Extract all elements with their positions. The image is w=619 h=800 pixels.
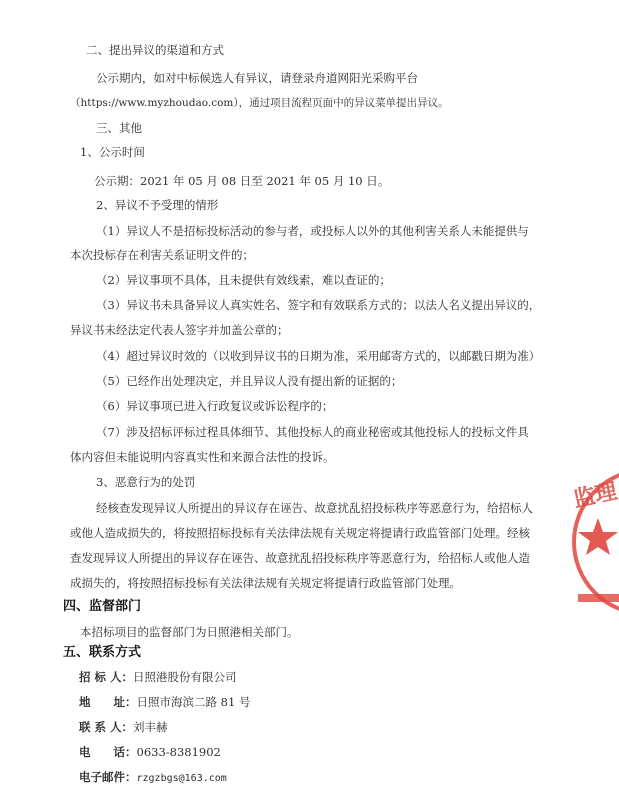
seal-icon	[568, 470, 619, 630]
malicious-paragraph-line-1: 经核查发现异议人所提出的异议存在诬告、故意扰乱招投标秩序等恶意行为，给招标人	[96, 501, 533, 515]
contact-email	[79, 770, 227, 786]
contact-person	[79, 720, 168, 734]
phone-value: 0633-8381902	[136, 745, 221, 759]
email-value: rzgzbgs@163.com	[136, 773, 227, 784]
clause-3-line-2: 异议书未经法定代表人签字并加盖公章的；	[70, 323, 289, 337]
contact-address	[79, 695, 250, 709]
section-2-paragraph-line-2: （https://www.myzhoudao.com），通过项目流程页面中的异议菜单提出异议。	[70, 97, 449, 109]
supervision-text: 本招标项目的监督部门为日照港相关部门。	[80, 625, 299, 639]
clause-2: （2）异议事项不具体，且未提供有效线索，难以查证的；	[96, 273, 391, 287]
section-5-heading: 五、联系方式	[63, 645, 142, 660]
clause-6: （6）异议事项已进入行政复议或诉讼程序的；	[96, 399, 334, 413]
clause-5: （5）已经作出处理决定，并且异议人没有提出新的证据的；	[96, 374, 403, 388]
person-value: 刘丰赫	[133, 720, 168, 734]
subsection-1-title: 1、公示时间	[80, 145, 145, 159]
clause-4: （4）超过异议时效的（以收到异议书的日期为准，采用邮寄方式的，以邮戳日期为准）	[96, 349, 541, 363]
contact-tenderer	[79, 670, 237, 684]
notice-period-text: 公示期：2021 年 05 月 08 日至 2021 年 05 月 10 日。	[94, 174, 390, 188]
malicious-paragraph-line-3: 查发现异议人所提出的异议存在诬告、故意扰乱招投标秩序等恶意行为，给招标人或他人造	[70, 551, 530, 565]
tenderer-label: 招 标 人：	[79, 670, 134, 684]
malicious-paragraph-line-4: 成损失的，将按照招标投标有关法律法规有关规定将提请行政监管部门处理。	[70, 576, 461, 590]
address-label: 地 址：	[79, 695, 137, 709]
email-label: 电子邮件：	[79, 770, 137, 784]
contact-phone	[79, 745, 221, 759]
address-value: 日照市海滨二路 81 号	[136, 695, 251, 709]
official-seal-fragment	[568, 470, 619, 630]
phone-label: 电 话：	[79, 745, 137, 759]
section-2-heading: 二、提出异议的渠道和方式	[86, 43, 224, 57]
clause-1-line-2: 本次投标存在利害关系证明文件的；	[70, 248, 254, 262]
section-2-paragraph-line-1: 公示期内，如对中标候选人有异议，请登录舟道网阳光采购平台	[96, 71, 418, 85]
section-3-heading: 三、其他	[96, 121, 142, 135]
subsection-3-title: 3、恶意行为的处罚	[96, 475, 196, 489]
subsection-2-title: 2、异议不予受理的情形	[96, 198, 219, 212]
clause-7-line-2: 体内容但未能说明内容真实性和来源合法性的投诉。	[70, 450, 335, 464]
clause-7-line-1: （7）涉及招标评标过程具体细节、其他投标人的商业秘密或其他投标人的投标文件具	[96, 425, 529, 439]
section-4-heading: 四、监督部门	[63, 599, 142, 614]
malicious-paragraph-line-2: 或他人造成损失的，将按照招标投标有关法律法规有关规定将提请行政监管部门处理。经核	[70, 526, 530, 540]
tenderer-value: 日照港股份有限公司	[133, 670, 237, 684]
svg-text:监理: 监理	[570, 478, 619, 513]
person-label: 联 系 人：	[79, 720, 134, 734]
clause-1-line-1: （1）异议人不是招标投标活动的参与者，或投标人以外的其他利害关系人未能提供与	[96, 224, 529, 238]
clause-3-line-1: （3）异议书未具备异议人真实姓名、签字和有效联系方式的；以法人名义提出异议的，	[96, 298, 541, 312]
